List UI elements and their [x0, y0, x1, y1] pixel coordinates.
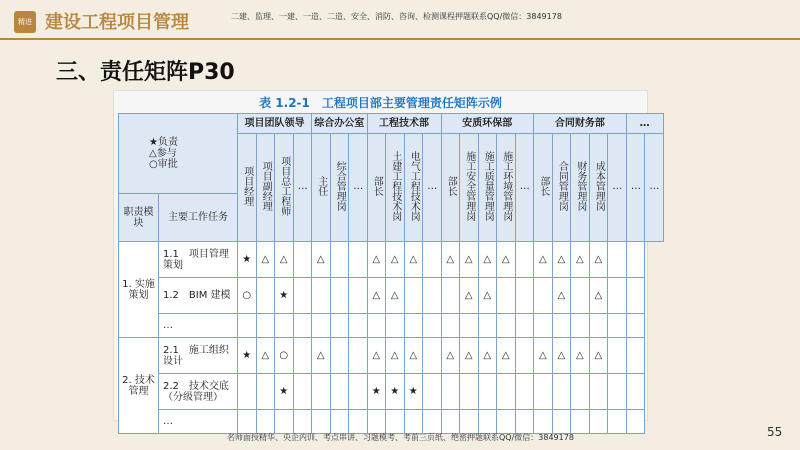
legend-item: ★负责: [149, 137, 178, 148]
duty-column-header: 职责模块: [119, 194, 159, 242]
matrix-cell: ★: [404, 374, 423, 410]
matrix-cell: [626, 314, 645, 338]
matrix-cell: [608, 314, 627, 338]
page-number: 55: [767, 425, 783, 439]
matrix-cell: [497, 374, 516, 410]
role-label: 项目副经理: [260, 161, 272, 211]
matrix-cell: [515, 242, 534, 278]
matrix-cell: △: [460, 338, 479, 374]
matrix-cell: [349, 242, 368, 278]
matrix-cell: [423, 338, 442, 374]
matrix-cell: [293, 314, 312, 338]
role-label: 合同管理岗: [556, 161, 568, 211]
matrix-cell: △: [367, 338, 386, 374]
matrix-cell: △: [312, 242, 331, 278]
matrix-cell: [330, 278, 349, 314]
matrix-cell: △: [367, 278, 386, 314]
role-header: [460, 134, 479, 242]
department-header: …: [626, 114, 663, 134]
task-name: …: [159, 410, 238, 434]
matrix-cell: [608, 278, 627, 314]
matrix-cell: [330, 314, 349, 338]
matrix-cell: [478, 410, 497, 434]
matrix-cell: △: [404, 338, 423, 374]
matrix-cell: [571, 374, 590, 410]
matrix-cell: [515, 338, 534, 374]
matrix-cell: [404, 278, 423, 314]
matrix-cell: [330, 374, 349, 410]
matrix-cell: [497, 410, 516, 434]
role-header: [645, 134, 664, 242]
role-header: [386, 134, 405, 242]
role-header: [293, 134, 312, 242]
matrix-cell: [256, 314, 275, 338]
responsibility-matrix-figure: [113, 90, 660, 427]
task-name: 2.1 施工组织设计: [159, 338, 238, 374]
matrix-cell: △: [312, 338, 331, 374]
role-header: [349, 134, 368, 242]
role-label: 财务管理岗: [574, 161, 586, 211]
logo: 精进: [14, 11, 36, 33]
matrix-cell: [349, 314, 368, 338]
matrix-cell: [293, 278, 312, 314]
role-label: 部长: [371, 176, 383, 196]
matrix-cell: [256, 374, 275, 410]
matrix-cell: [608, 374, 627, 410]
matrix-cell: ○: [238, 278, 257, 314]
matrix-cell: [515, 278, 534, 314]
matrix-cell: [460, 374, 479, 410]
role-label: …: [611, 180, 623, 192]
matrix-cell: [441, 278, 460, 314]
matrix-cell: △: [478, 242, 497, 278]
matrix-cell: [330, 242, 349, 278]
legend-item: △参与: [149, 148, 177, 159]
matrix-cell: [330, 338, 349, 374]
matrix-cell: [367, 410, 386, 434]
matrix-cell: [515, 374, 534, 410]
matrix-cell: [534, 278, 553, 314]
matrix-cell: [534, 374, 553, 410]
matrix-cell: ★: [238, 338, 257, 374]
role-label: 施工环境管理岗: [500, 151, 512, 221]
course-title: 建设工程项目管理: [45, 12, 189, 33]
matrix-cell: [423, 278, 442, 314]
matrix-cell: [256, 278, 275, 314]
role-label: …: [352, 180, 364, 192]
matrix-cell: ★: [275, 374, 294, 410]
role-header: [275, 134, 294, 242]
legend-item: ○审批: [149, 159, 178, 170]
matrix-cell: [441, 314, 460, 338]
matrix-cell: [256, 410, 275, 434]
matrix-cell: [589, 410, 608, 434]
role-label: 项目经理: [241, 166, 253, 206]
role-header: [534, 134, 553, 242]
matrix-cell: [515, 410, 534, 434]
role-header: [478, 134, 497, 242]
matrix-cell: △: [367, 242, 386, 278]
department-header: 工程技术部: [367, 114, 441, 134]
role-header: [626, 134, 645, 242]
matrix-cell: [608, 410, 627, 434]
matrix-cell: △: [552, 338, 571, 374]
role-label: 成本管理岗: [593, 161, 605, 211]
matrix-cell: [478, 374, 497, 410]
role-label: 综合管理岗: [334, 161, 346, 211]
matrix-cell: [515, 314, 534, 338]
role-header: [312, 134, 331, 242]
matrix-cell: [238, 374, 257, 410]
role-label: 电气工程技术岗: [408, 151, 420, 221]
matrix-cell: [367, 314, 386, 338]
matrix-cell: △: [589, 242, 608, 278]
matrix-cell: [293, 338, 312, 374]
matrix-cell: △: [497, 242, 516, 278]
matrix-cell: [608, 242, 627, 278]
role-header: [256, 134, 275, 242]
matrix-cell: [571, 410, 590, 434]
role-header: [238, 134, 257, 242]
matrix-cell: [423, 410, 442, 434]
matrix-cell: [423, 314, 442, 338]
matrix-cell: [293, 410, 312, 434]
duty-module: 2. 技术管理: [119, 338, 159, 434]
role-label: 施工安全管理岗: [463, 151, 475, 221]
role-label: 项目总工程师: [278, 156, 290, 216]
matrix-cell: ★: [238, 242, 257, 278]
role-label: …: [630, 180, 642, 192]
matrix-cell: △: [534, 242, 553, 278]
matrix-cell: [312, 278, 331, 314]
matrix-cell: [441, 374, 460, 410]
matrix-cell: [312, 314, 331, 338]
matrix-cell: ★: [275, 278, 294, 314]
matrix-cell: [349, 338, 368, 374]
role-label: …: [426, 180, 438, 192]
role-header: [515, 134, 534, 242]
role-label: …: [519, 180, 531, 192]
slide-heading: 三、责任矩阵P30: [56, 60, 235, 85]
matrix-cell: [589, 374, 608, 410]
matrix-cell: [626, 338, 645, 374]
responsibility-matrix-table: [118, 113, 664, 434]
matrix-cell: [293, 374, 312, 410]
role-header: [441, 134, 460, 242]
footer-contact-note: 名师面授精华、央企内训、考点串讲、习题模考、考前三页纸、绝密押题联系QQ/微信：3849178: [227, 433, 574, 442]
matrix-cell: [275, 410, 294, 434]
matrix-cell: [238, 314, 257, 338]
role-header: [404, 134, 423, 242]
matrix-cell: △: [386, 242, 405, 278]
department-header: 安质环保部: [441, 114, 534, 134]
task-name: 1.2 BIM 建模: [159, 278, 238, 314]
matrix-cell: [571, 314, 590, 338]
role-label: 土建工程技术岗: [389, 151, 401, 221]
matrix-cell: △: [571, 338, 590, 374]
matrix-cell: △: [534, 338, 553, 374]
matrix-cell: [497, 278, 516, 314]
matrix-cell: [626, 242, 645, 278]
matrix-cell: △: [441, 338, 460, 374]
role-header: [497, 134, 516, 242]
matrix-cell: [571, 278, 590, 314]
matrix-cell: △: [589, 278, 608, 314]
matrix-cell: [552, 410, 571, 434]
matrix-cell: ○: [275, 338, 294, 374]
matrix-cell: [626, 278, 645, 314]
matrix-cell: [312, 374, 331, 410]
matrix-cell: △: [478, 338, 497, 374]
matrix-cell: △: [589, 338, 608, 374]
matrix-cell: △: [386, 278, 405, 314]
matrix-cell: △: [404, 242, 423, 278]
role-header: [571, 134, 590, 242]
duty-module: 1. 实施策划: [119, 242, 159, 338]
matrix-cell: [349, 374, 368, 410]
task-name: 1.1 项目管理策划: [159, 242, 238, 278]
matrix-cell: △: [460, 242, 479, 278]
role-label: 施工质量管理岗: [482, 151, 494, 221]
role-header: [552, 134, 571, 242]
matrix-cell: [423, 242, 442, 278]
matrix-cell: △: [571, 242, 590, 278]
matrix-cell: [330, 410, 349, 434]
matrix-cell: [349, 278, 368, 314]
matrix-cell: △: [497, 338, 516, 374]
matrix-cell: △: [460, 278, 479, 314]
matrix-cell: [626, 374, 645, 410]
matrix-cell: [386, 314, 405, 338]
role-label: 主任: [315, 176, 327, 196]
role-header: [330, 134, 349, 242]
matrix-legend: [119, 114, 238, 194]
role-header: [608, 134, 627, 242]
role-header: [423, 134, 442, 242]
matrix-cell: [460, 314, 479, 338]
matrix-cell: △: [256, 338, 275, 374]
matrix-cell: △: [552, 278, 571, 314]
matrix-cell: [478, 314, 497, 338]
task-name: …: [159, 314, 238, 338]
matrix-cell: [423, 374, 442, 410]
matrix-cell: [534, 314, 553, 338]
matrix-cell: [404, 314, 423, 338]
role-label: 部长: [445, 176, 457, 196]
matrix-cell: [460, 410, 479, 434]
matrix-cell: [441, 410, 460, 434]
task-column-header: 主要工作任务: [159, 194, 238, 242]
matrix-cell: [404, 410, 423, 434]
matrix-cell: [534, 410, 553, 434]
matrix-cell: [589, 314, 608, 338]
role-header: [589, 134, 608, 242]
matrix-cell: [238, 410, 257, 434]
matrix-cell: [312, 410, 331, 434]
matrix-cell: [608, 338, 627, 374]
role-header: [367, 134, 386, 242]
matrix-cell: ★: [367, 374, 386, 410]
matrix-cell: [626, 410, 645, 434]
matrix-cell: [293, 242, 312, 278]
role-label: …: [297, 180, 309, 192]
role-label: 部长: [537, 176, 549, 196]
matrix-cell: △: [256, 242, 275, 278]
task-name: 2.2 技术交底（分级管理）: [159, 374, 238, 410]
matrix-cell: ★: [386, 374, 405, 410]
matrix-cell: [275, 314, 294, 338]
matrix-cell: [552, 314, 571, 338]
matrix-cell: [497, 314, 516, 338]
matrix-cell: △: [386, 338, 405, 374]
matrix-cell: △: [552, 242, 571, 278]
matrix-cell: [552, 374, 571, 410]
table-caption: 表 1.2-1 工程项目部主要管理责任矩阵示例: [259, 96, 502, 110]
matrix-cell: △: [441, 242, 460, 278]
matrix-cell: △: [275, 242, 294, 278]
department-header: 综合办公室: [312, 114, 368, 134]
matrix-cell: [386, 410, 405, 434]
matrix-cell: [349, 410, 368, 434]
role-label: …: [648, 180, 660, 192]
header-contact-note: 二建、监理、一建、一造、二造、安全、消防、咨询、检测课程押题联系QQ/微信：3849178: [231, 12, 562, 21]
header-divider: [0, 38, 800, 40]
department-header: 合同财务部: [534, 114, 627, 134]
department-header: 项目团队领导: [238, 114, 312, 134]
matrix-cell: △: [478, 278, 497, 314]
